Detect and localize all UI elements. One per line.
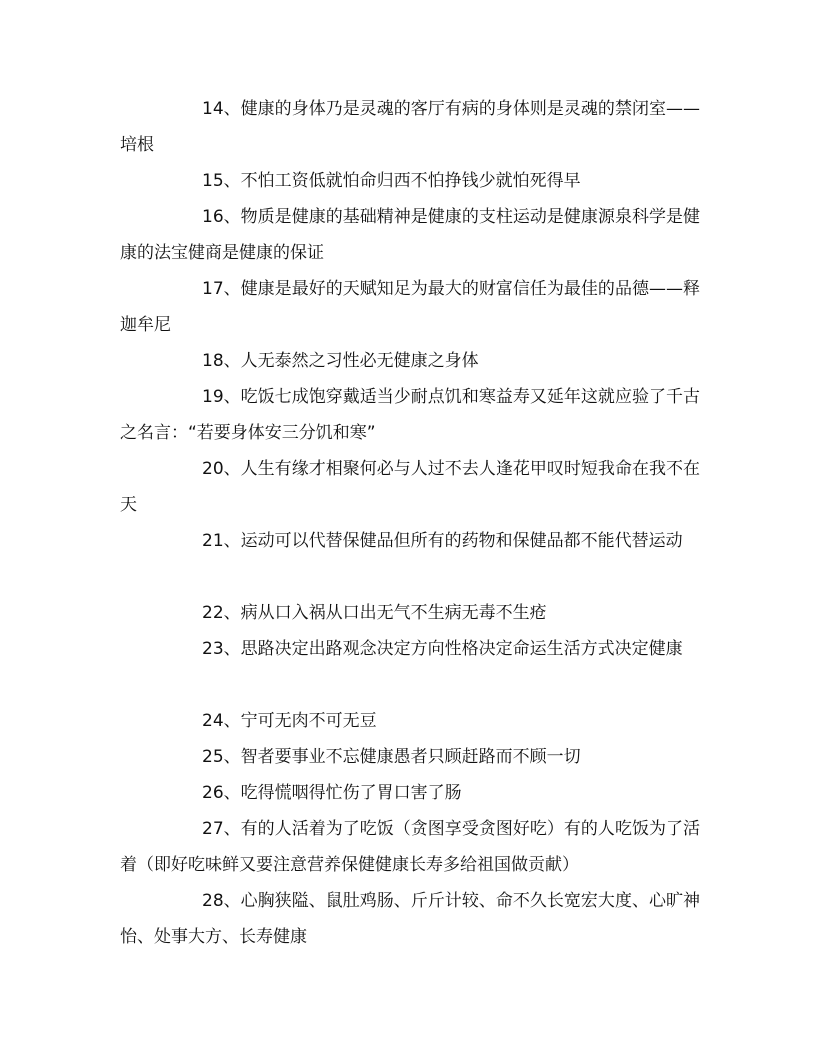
paragraph-19: 19、吃饭七成饱穿戴适当少耐点饥和寒益寿又延年这就应验了千古之名言：“若要身体安三分饥和寒” [120, 387, 700, 443]
paragraph-20: 20、人生有缘才相聚何必与人过不去人逢花甲叹时短我命在我不在天 [120, 459, 700, 515]
paragraph-27: 27、有的人活着为了吃饭（贪图享受贪图好吃）有的人吃饭为了活着（即好吃味鲜又要注意营养保健健康长寿多给祖国做贡献） [120, 819, 700, 875]
paragraph-25: 25、智者要事业不忘健康愚者只顾赶路而不顾一切 [202, 747, 581, 767]
paragraph-22: 22、病从口入祸从口出无气不生病无毒不生疮 [202, 603, 547, 623]
paragraph-28: 28、心胸狭隘、鼠肚鸡肠、斤斤计较、命不久长宽宏大度、心旷神怡、处事大方、长寿健康 [120, 891, 700, 947]
paragraph-26: 26、吃得慌咽得忙伤了胃口害了肠 [202, 783, 462, 803]
paragraph-23: 23、思路决定出路观念决定方向性格决定命运生活方式决定健康 [202, 639, 683, 659]
paragraph-16: 16、物质是健康的基础精神是健康的支柱运动是健康源泉科学是健康的法宝健商是健康的保证 [120, 207, 700, 263]
paragraph-14: 14、健康的身体乃是灵魂的客厅有病的身体则是灵魂的禁闭室——培根 [120, 99, 700, 155]
paragraph-21: 21、运动可以代替保健品但所有的药物和保健品都不能代替运动 [202, 531, 683, 551]
paragraph-17: 17、健康是最好的天赋知足为最大的财富信任为最佳的品德——释迦牟尼 [120, 279, 700, 335]
paragraph-18: 18、人无泰然之习性必无健康之身体 [202, 351, 479, 371]
paragraph-24: 24、宁可无肉不可无豆 [202, 711, 377, 731]
paragraph-15: 15、不怕工资低就怕命归西不怕挣钱少就怕死得早 [202, 171, 581, 191]
